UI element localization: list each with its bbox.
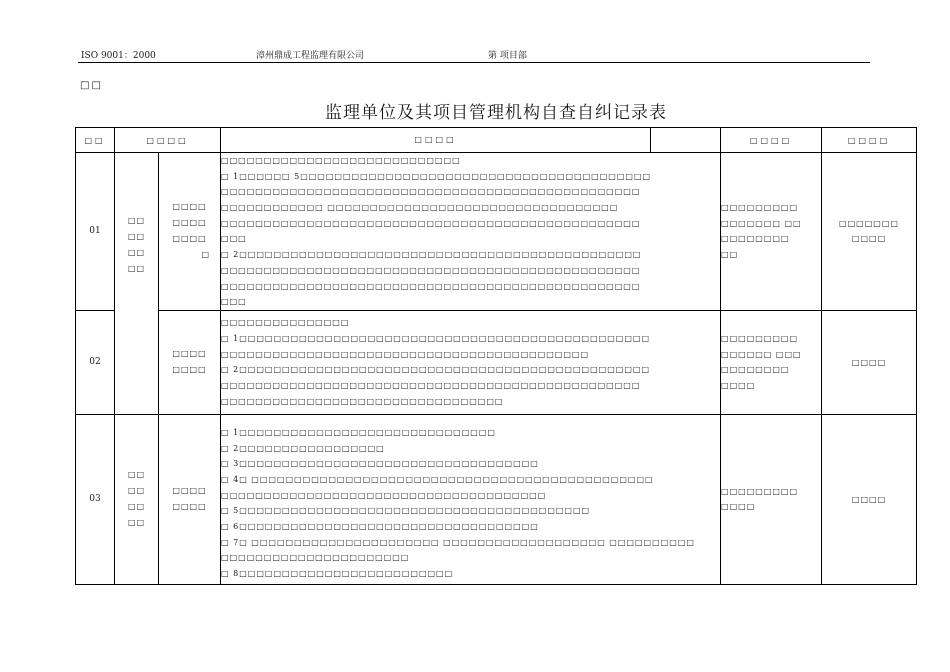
result-line: □□□□□□□□□ <box>721 486 799 496</box>
remark-line: □□□□ <box>851 357 887 367</box>
row-content <box>221 310 721 414</box>
remark-line: □□□□ <box>851 234 887 244</box>
category-text: □□ <box>127 248 146 257</box>
department-label: 第 项目部 <box>488 51 527 61</box>
content-line: □ 1□□□□□□ 5□□□□□□□□□□□□□□□□□□□□□□□□□□□□□□□□□□□□□□□□□ <box>221 171 652 181</box>
result-line: □□□□□□□□□ <box>721 333 799 343</box>
row-subitem <box>159 153 221 311</box>
row-subitem <box>159 310 221 414</box>
content-line: □□□ <box>221 297 247 307</box>
result-line: □□□□□□□□ <box>721 234 790 244</box>
category-text: □□ <box>127 264 146 273</box>
category-text: □□ <box>127 502 146 512</box>
content-line: □ 5□□□□□□□□□□□□□□□□□□□□□□□□□□□□□□□□□□□□□□□□□ <box>221 506 591 516</box>
subitem-text: □ <box>201 250 211 259</box>
content-line: □□□□□□□□□□□□□□□□□□□□□□□□□□□□ <box>221 156 461 165</box>
category-text: □□ <box>127 470 146 480</box>
col-header-content-label: □□□□ <box>414 135 457 144</box>
content-line: □□□ <box>221 234 247 244</box>
result-line: □□□□□□□□□ <box>721 203 799 213</box>
subitem-text: □□□□ <box>172 486 207 496</box>
content-line: □□□□□□□□□□□□□□□□□□□□□□□□□□□□□□□□□□□□□□□□□□□□□□□□□ <box>221 265 641 275</box>
subitem-text: □□□□ <box>172 502 207 512</box>
category-text: □□ <box>127 216 146 225</box>
content-line: □ 2□□□□□□□□□□□□□□□□□□□□□□□□□□□□□□□□□□□□□□□□□□□□□□□□ <box>221 365 651 375</box>
iso-standard: ISO 9001：2000 <box>81 51 156 61</box>
content-line: □ 6□□□□□□□□□□□□□□□□□□□□□□□□□□□□□□□□□□□ <box>221 522 539 532</box>
document-title: 监理单位及其项目管理机构自查自纠记录表 <box>325 103 667 123</box>
content-line: □□□□□□□□□□□□□□□□□□□□□□□□□□□□□□□□□□□□□□□□□□□□□□□□□ <box>221 381 641 391</box>
subitem-text: □□□□ <box>172 218 207 227</box>
category-text: □□ <box>127 232 146 241</box>
result-line: □□□□ <box>721 381 756 391</box>
content-line: □ 1□□□□□□□□□□□□□□□□□□□□□□□□□□□□□□ <box>221 427 496 437</box>
remark-line: □□□□ <box>851 494 887 504</box>
row-remark <box>822 153 917 311</box>
content-line: □□□□□□□□□□□□□□□□□□□□□□□□□□□□□□□□□□□□□□□□□□□ <box>221 349 590 359</box>
row-number: 03 <box>76 414 115 584</box>
row-number: 02 <box>76 310 115 414</box>
content-line: □ 2□□□□□□□□□□□□□□□□□□□□□□□□□□□□□□□□□□□□□□□□□□□□□□□ <box>221 250 642 260</box>
content-line: □ 3□□□□□□□□□□□□□□□□□□□□□□□□□□□□□□□□□□□ <box>221 459 539 469</box>
document-code: □□ <box>80 80 103 91</box>
content-line: □□□□□□□□□□□□□□□□□□□□□□ <box>221 553 410 563</box>
result-line: □□□□□□ □□□ <box>721 349 802 359</box>
content-line: □□□□□□□□□□□□□□□□□□□□□□□□□□□□□□□□□□□□□□□□□□□□□□□□□ <box>221 218 641 228</box>
result-line: □□□□ <box>721 502 756 512</box>
content-line: □ 1□□□□□□□□□□□□□□□□□□□□□□□□□□□□□□□□□□□□□□□□□□□□□□□□ <box>221 334 651 343</box>
row-number: 01 <box>76 153 115 311</box>
content-line: □□□□□□□□□□□□□□□□□□□□□□□□□□□□□□□□□ <box>221 396 504 406</box>
content-line: □ 4□ □□□□□□□□□□□□□□□□□□□□□□□□□□□□□□□□□□□□□□□□□□□□□□□ <box>221 475 654 484</box>
content-line: □□□□□□□□□□□□ □□□□□□□□□□□□□□□□□□□□□□□□□□□□□□□□□□ <box>221 203 619 213</box>
row-result <box>721 310 822 414</box>
subitem-text: □□□□ <box>172 349 207 359</box>
page-header <box>78 50 870 63</box>
col-header-remark: □□□□ <box>822 128 917 153</box>
col-header-content <box>221 128 721 153</box>
subitem-text: □□□□ <box>172 234 207 243</box>
col-header-item: □□□□ <box>115 128 221 153</box>
content-line: □ 8□□□□□□□□□□□□□□□□□□□□□□□□□ <box>221 569 454 579</box>
table-header-row <box>76 128 917 153</box>
content-line: □□□□□□□□□□□□□□□□□□□□□□□□□□□□□□□□□□□□□□□□□□□□□□□□□ <box>221 187 641 197</box>
table-row <box>76 414 917 584</box>
content-line: □□□□□□□□□□□□□□□□□□□□□□□□□□□□□□□□□□□□□□□□□□□□□□□□□ <box>221 281 641 291</box>
category-text: □□ <box>127 486 146 496</box>
content-line: □ 2□□□□□□□□□□□□□□□□□ <box>221 443 385 453</box>
row-subitem <box>159 414 221 584</box>
row-result <box>721 414 822 584</box>
row-category <box>115 153 159 415</box>
subitem-text: □□□□ <box>172 202 207 211</box>
row-result <box>721 153 822 311</box>
company-name: 漳州鼎成工程监理有限公司 <box>256 51 365 61</box>
col-header-divider <box>650 128 720 152</box>
result-line: □□□□□□□□ <box>721 365 790 375</box>
remark-line: □□□□□□□ <box>839 218 899 228</box>
table-row <box>76 310 917 414</box>
content-line: □□□□□□□□□□□□□□□ <box>221 318 350 328</box>
result-line: □□□□□□□ □□ <box>721 218 802 228</box>
subitem-text: □□□□ <box>172 365 207 375</box>
row-remark <box>822 414 917 584</box>
col-header-result: □□□□ <box>721 128 822 153</box>
content-line: □ 7□ □□□□□□□□□□□□□□□□□□□□□□ □□□□□□□□□□□□□□□□□□□ □□□□□□□□□□ <box>221 537 695 547</box>
content-line: □□□□□□□□□□□□□□□□□□□□□□□□□□□□□□□□□□□□□□ <box>221 490 547 500</box>
result-line: □□ <box>721 250 739 260</box>
row-category <box>115 414 159 584</box>
table-row <box>76 153 917 311</box>
self-inspection-table <box>75 127 917 585</box>
category-text: □□ <box>127 518 146 528</box>
row-remark <box>822 310 917 414</box>
row-content <box>221 414 721 584</box>
col-header-no: □□ <box>76 128 115 153</box>
row-content <box>221 153 721 311</box>
